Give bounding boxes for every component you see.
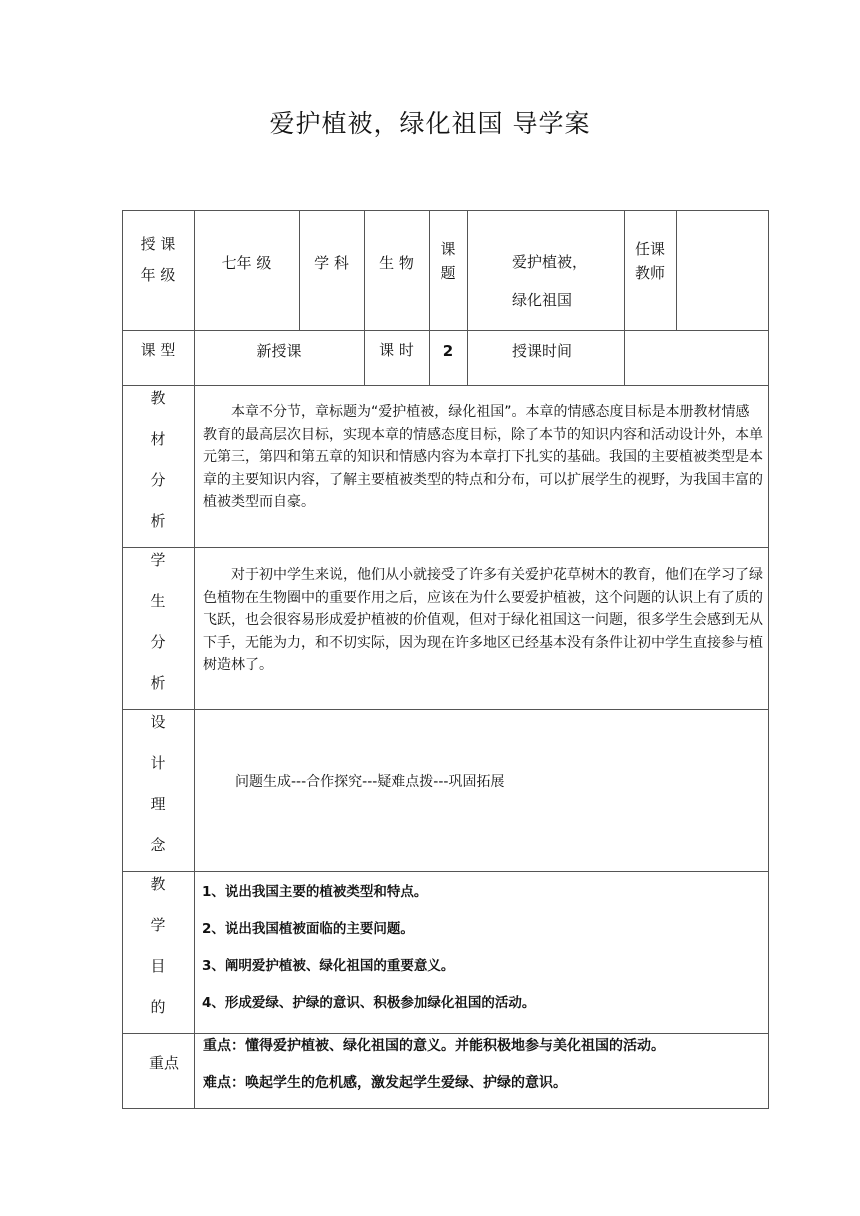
row-divider: [122, 385, 769, 386]
label-char: 教: [150, 875, 166, 893]
page-title: 爱护植被，绿化祖国 导学案: [269, 109, 591, 138]
label-char: 念: [150, 836, 166, 854]
lesson-type-value: 新授课: [256, 342, 302, 360]
row-divider: [122, 871, 769, 872]
objective-item: 4、形成爱绿、护绿的意识、积极参加绿化祖国的活动。: [202, 995, 536, 1011]
subject-value: 生 物: [379, 254, 414, 272]
topic-value-line: 绿化祖国: [512, 291, 573, 309]
grade-label: [122, 233, 194, 286]
row-divider: [122, 330, 769, 331]
teacher-label-line: 教师: [634, 264, 665, 282]
column-divider: [676, 210, 677, 330]
label-char: 教: [150, 389, 166, 407]
row-divider: [122, 709, 769, 710]
key-point-text: 重点：懂得爱护植被、绿化祖国的意义。并能积极地参与美化祖国的活动。: [203, 1038, 665, 1054]
label-char: 材: [150, 430, 166, 448]
teaching-objectives-label: [122, 872, 194, 1017]
lesson-time-label: 授课时间: [512, 342, 573, 360]
column-divider: [624, 210, 625, 385]
topic-value: [512, 251, 587, 311]
subject-label: 学 科: [314, 254, 349, 272]
topic-label: [429, 238, 467, 284]
label-char: 计: [150, 754, 166, 772]
label-char: 生: [150, 592, 166, 610]
label-char: 目: [150, 957, 166, 975]
student-analysis-text: 对于初中学生来说，他们从小就接受了许多有关爱护花草树木的教育，他们在学习了绿色植物在生物圈中的重要作用之后，应该在为什么要爱护植被，这个问题的认识上有了质的飞跃，也会很容易形成爱护植被的价值观，但对于绿化祖国这一问题，很多学生会感到无从下手，无能为力，和不切实际，因为现在许多地区已经基本没有条件让初中学生直接参与植树造林了。: [203, 567, 763, 673]
topic-value-line: 爱护植被，: [512, 253, 588, 271]
grade-label-line: 年 级: [140, 266, 176, 284]
label-char: 设: [150, 713, 166, 731]
material-analysis-label: [122, 386, 194, 531]
column-divider: [467, 210, 468, 385]
grade-value: 七年 级: [221, 254, 272, 272]
grade-label-line: 授 课: [140, 235, 176, 253]
label-char: 分: [150, 633, 166, 651]
label-char: 析: [150, 674, 166, 692]
row-divider: [122, 547, 769, 548]
topic-label-line: 题: [440, 264, 456, 282]
label-char: 分: [150, 471, 166, 489]
teacher-label: [624, 238, 676, 284]
label-char: 理: [150, 795, 166, 813]
student-analysis-label: [122, 548, 194, 693]
label-char: 学: [150, 551, 166, 569]
teacher-label-line: 任课: [634, 240, 665, 258]
label-char: 析: [150, 512, 166, 530]
material-analysis-text: 本章不分节，章标题为“爱护植被，绿化祖国”。本章的情感态度目标是本册教材情感教育的最高层次目标，实现本章的情感态度目标，除了本节的知识内容和活动设计外，本单元第三，第四和第五章的知识和情感内容为本章打下扎实的基础。我国的主要植被类型是本章的主要知识内容，了解主要植被类型的特点和分布，可以扩展学生的视野，为我国丰富的植被类型而自豪。: [203, 404, 763, 510]
design-concept-label: [122, 710, 194, 855]
design-concept-text: 问题生成---合作探究---疑难点拨---巩固拓展: [235, 774, 505, 790]
lesson-hours-label: 课 时: [379, 341, 414, 359]
objective-item: 3、阐明爱护植被、绿化祖国的重要意义。: [202, 958, 455, 974]
lesson-type-label: 课 型: [140, 341, 176, 359]
lesson-hours-value: 2: [442, 342, 454, 360]
objective-item: 1、说出我国主要的植被类型和特点。: [202, 884, 428, 900]
objective-item: 2、说出我国植被面临的主要问题。: [202, 921, 414, 937]
topic-label-line: 课: [440, 240, 456, 258]
key-points-label: 重点: [148, 1054, 179, 1072]
difficult-point-text: 难点：唤起学生的危机感，激发起学生爱绿、护绿的意识。: [203, 1075, 567, 1091]
label-char: 学: [150, 916, 166, 934]
row-divider: [122, 1033, 769, 1034]
label-char: 的: [150, 998, 166, 1016]
